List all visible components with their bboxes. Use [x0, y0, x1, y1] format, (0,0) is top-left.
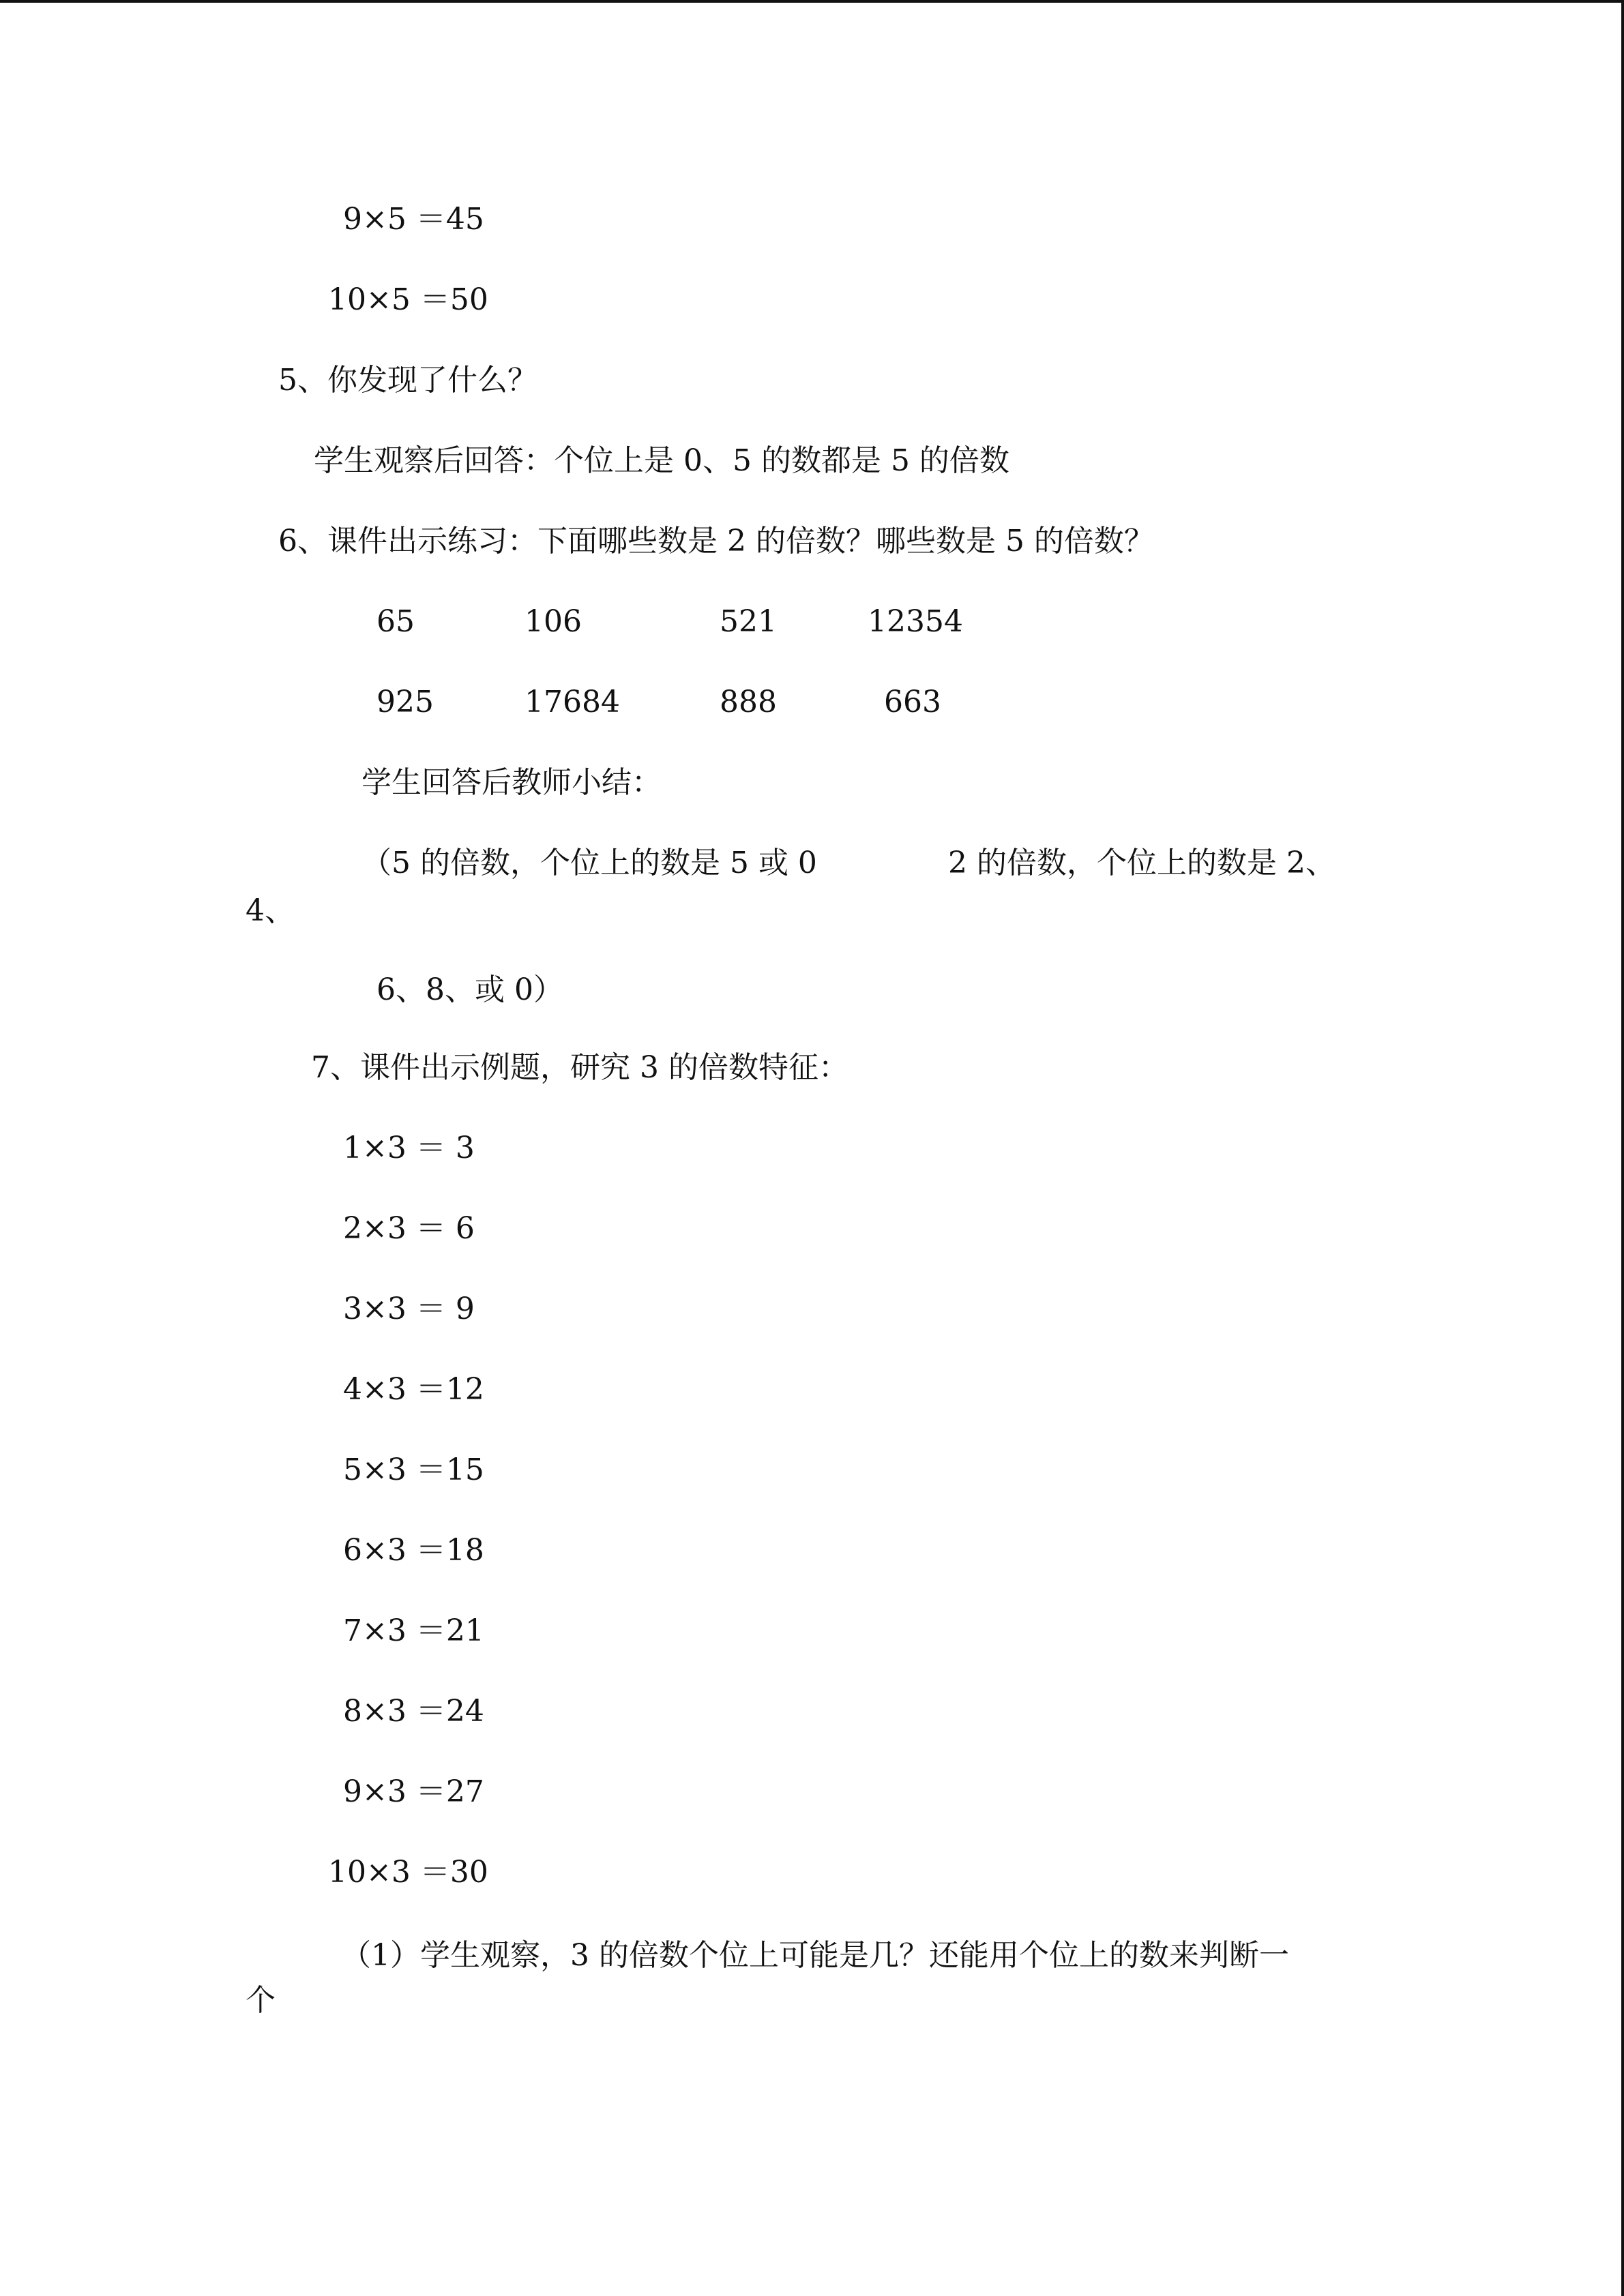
number-cell: 106 [525, 604, 582, 639]
example-7: 7、课件出示例题，研究 3 的倍数特征： [311, 1050, 848, 1085]
equation-6x3: 6×3 ＝18 [343, 1533, 484, 1568]
summary-digits-end: 6、8、或 0） [377, 972, 563, 1007]
summary-multiple-of-5: （5 的倍数，个位上的数是 5 或 0 [361, 846, 817, 880]
number-cell: 925 [377, 685, 434, 719]
equation-8x3: 8×3 ＝24 [343, 1694, 484, 1729]
number-cell: 663 [884, 685, 941, 719]
student-answer-5: 学生观察后回答：个位上是 0、5 的数都是 5 的倍数 [314, 443, 1009, 478]
equation-2x3: 2×3 ＝ 6 [343, 1211, 475, 1246]
sub-question-1-continuation: 个 [246, 1983, 276, 2018]
number-cell: 521 [720, 604, 777, 639]
number-cell: 888 [720, 685, 777, 719]
equation-5x3: 5×3 ＝15 [343, 1452, 484, 1487]
exercise-6: 6、课件出示练习：下面哪些数是 2 的倍数？哪些数是 5 的倍数？ [278, 524, 1154, 558]
summary-multiple-of-2: 2 的倍数，个位上的数是 2、 [948, 846, 1335, 880]
equation-10x5: 10×5 ＝50 [328, 282, 488, 317]
equation-9x5: 9×5 ＝45 [343, 202, 484, 237]
right-border-line [1621, 0, 1624, 2296]
top-border-line [0, 0, 1624, 3]
sub-question-1: （1）学生观察，3 的倍数个位上可能是几？还能用个位上的数来判断一 [341, 1938, 1289, 1973]
teacher-summary-heading: 学生回答后教师小结： [361, 765, 662, 800]
number-cell: 12354 [868, 604, 963, 639]
number-cell: 65 [377, 604, 415, 639]
question-5: 5、你发现了什么？ [278, 363, 537, 398]
equation-7x3: 7×3 ＝21 [343, 1613, 484, 1648]
equation-3x3: 3×3 ＝ 9 [343, 1292, 475, 1326]
summary-wrap-continuation: 4、 [246, 893, 295, 928]
equation-1x3: 1×3 ＝ 3 [343, 1131, 475, 1165]
number-cell: 17684 [525, 685, 620, 719]
equation-4x3: 4×3 ＝12 [343, 1372, 484, 1407]
equation-10x3: 10×3 ＝30 [328, 1855, 488, 1890]
equation-9x3: 9×3 ＝27 [343, 1774, 484, 1809]
